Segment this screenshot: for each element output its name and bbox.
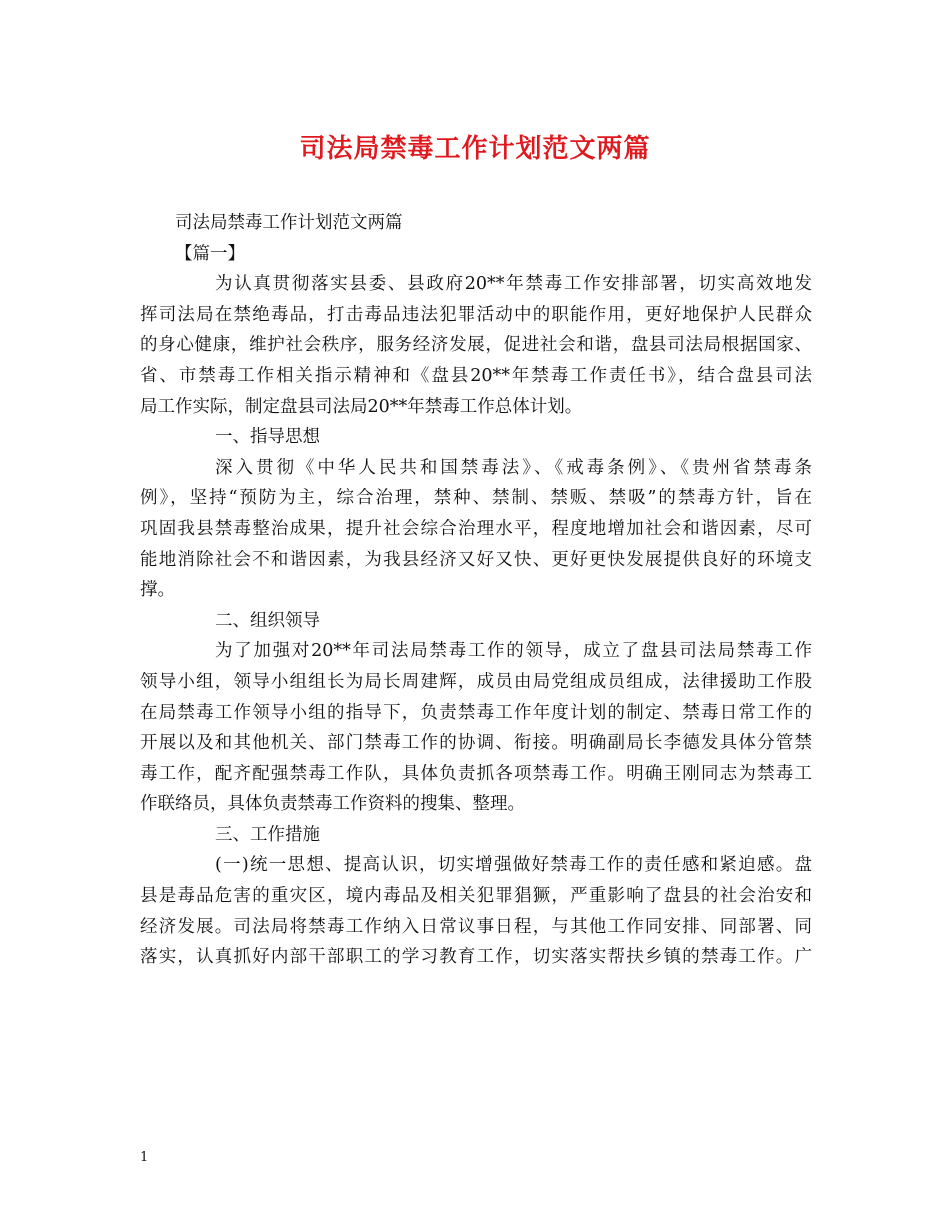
paragraph-line: 领导小组，领导小组组长为局长周建辉，成员由局党组成员组成，法律援助工作股 bbox=[140, 671, 812, 692]
paragraph-line: 毒工作，配齐配强禁毒工作队，具体负责抓各项禁毒工作。明确王刚同志为禁毒工 bbox=[140, 763, 812, 784]
paragraph-line: 巩固我县禁毒整治成果，提升社会综合治理水平，程度地增加社会和谐因素，尽可 bbox=[140, 518, 812, 539]
paragraph-line: 省、市禁毒工作相关指示精神和《盘县20**年禁毒工作责任书》，结合盘县司法 bbox=[140, 365, 812, 386]
paragraph-line: 作联络员，具体负责禁毒工作资料的搜集、整理。 bbox=[140, 794, 525, 815]
paragraph-line: 经济发展。司法局将禁毒工作纳入日常议事日程，与其他工作同安排、同部署、同 bbox=[140, 916, 812, 937]
document-title: 司法局禁毒工作计划范文两篇 bbox=[299, 134, 651, 164]
paragraph-line: 撑。 bbox=[140, 580, 175, 601]
paragraph-line: 落实，认真抓好内部干部职工的学习教育工作，切实落实帮扶乡镇的禁毒工作。广 bbox=[140, 947, 812, 968]
paragraph-line: (一)统一思想、提高认识，切实增强做好禁毒工作的责任感和紧迫感。盘 bbox=[215, 855, 812, 876]
paragraph-line: 的身心健康，维护社会秩序，服务经济发展，促进社会和谐，盘县司法局根据国家、 bbox=[140, 335, 812, 356]
paragraph-line: 深入贯彻《中华人民共和国禁毒法》、《戒毒条例》、《贵州省禁毒条 bbox=[215, 457, 812, 478]
paragraph-line: 县是毒品危害的重灾区，境内毒品及相关犯罪猖獗，严重影响了盘县的社会治安和 bbox=[140, 886, 812, 907]
paragraph-line: 能地消除社会不和谐因素，为我县经济又好又快、更好更快发展提供良好的环境支 bbox=[140, 549, 812, 570]
section-marker: 【篇一】 bbox=[175, 243, 245, 264]
paragraph-line: 开展以及和其他机关、部门禁毒工作的协调、衔接。明确副局长李德发具体分管禁 bbox=[140, 733, 812, 754]
section-heading: 三、工作措施 bbox=[215, 824, 320, 845]
document-subtitle: 司法局禁毒工作计划范文两篇 bbox=[175, 213, 403, 233]
paragraph-line: 例》，坚持“预防为主，综合治理，禁种、禁制、禁贩、禁吸”的禁毒方针，旨在 bbox=[140, 488, 812, 509]
paragraph-line: 为了加强对20**年司法局禁毒工作的领导，成立了盘县司法局禁毒工作 bbox=[215, 641, 812, 662]
section-heading: 一、指导思想 bbox=[215, 427, 320, 448]
section-heading: 二、组织领导 bbox=[215, 610, 320, 631]
paragraph-line: 挥司法局在禁绝毒品，打击毒品违法犯罪活动中的职能作用，更好地保护人民群众 bbox=[140, 304, 812, 325]
paragraph-line: 在局禁毒工作领导小组的指导下，负责禁毒工作年度计划的制定、禁毒日常工作的 bbox=[140, 702, 812, 723]
document-body bbox=[140, 208, 812, 973]
paragraph-line: 为认真贯彻落实县委、县政府20**年禁毒工作安排部署，切实高效地发 bbox=[215, 274, 812, 295]
page-number: 1 bbox=[140, 1150, 149, 1165]
paragraph-line: 局工作实际，制定盘县司法局20**年禁毒工作总体计划。 bbox=[140, 396, 583, 417]
